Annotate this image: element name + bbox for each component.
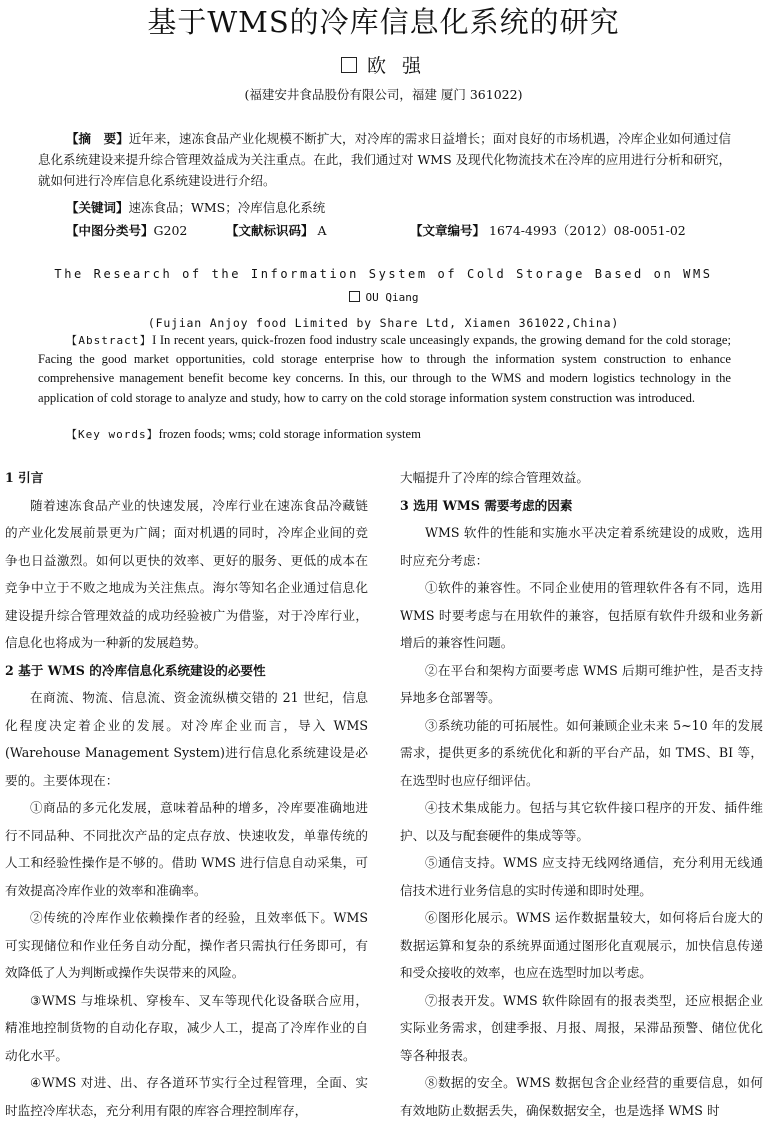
paragraph: 随着速冻食品产业的快速发展，冷库行业在速冻食品冷藏链的产业化发展前景更为广阔；面对机遇的同时，冷库企业间的竞争也日益激烈。如何以更快的效率、更好的服务、更低的成本在竞争中立于不败之地成为关注焦点。海尔等知名企业通过信息化建设提升综合管理效益的成功经验被广为借鉴，对于冷库行业，信息化也将成为一种新的发展趋势。 <box>5 497 368 650</box>
paragraph: ③WMS 与堆垛机、穿梭车、叉车等现代化设备联合应用，精准地控制货物的自动化存取，减少人工，提高了冷库作业的自动化水平。 <box>5 992 368 1063</box>
abstract-en-label: 【Abstract】 <box>66 334 153 347</box>
affiliation: (福建安井食品股份有限公司，福建 厦门 361022) <box>244 87 523 102</box>
paragraph: ④技术集成能力。包括与其它软件接口程序的开发、插件维护、以及与配套硬件的集成等等。 <box>400 800 763 843</box>
section-heading-1: 1 引言 <box>5 470 44 485</box>
doc-value: A <box>317 223 327 238</box>
keywords-en <box>66 425 421 444</box>
paragraph: ⑤通信支持。WMS 应支持无线网络通信，充分利用无线通信技术进行业务信息的实时传递和即时处理。 <box>400 855 763 898</box>
english-affiliation: (Fujian Anjoy food Limited by Share Ltd, Xiamen 361022,China) <box>147 316 620 330</box>
abstract-cn-label: 【摘 要】 <box>66 131 129 146</box>
paragraph: ②在平台和架构方面要考虑 WMS 后期可维护性，是否支持异地多仓部署等。 <box>400 662 763 705</box>
paragraph: ③系统功能的可拓展性。如何兼顾企业未来 5~10 年的发展需求，提供更多的系统优化和新的平台产品，如 TMS、BI 等，在选型时也应仔细评估。 <box>400 717 763 788</box>
english-author: OU Qiang <box>365 291 419 304</box>
paragraph: ①商品的多元化发展，意味着品种的增多，冷库要准确地进行不同品种、不同批次产品的定点存放、快速收发，单靠传统的人工和经验性操作是不够的。借助 WMS 进行信息自动采集，可有效提高冷库作业的效率和准确率。 <box>5 800 368 898</box>
abstract-en <box>38 331 731 408</box>
clc-value: G202 <box>153 223 188 238</box>
clc-label: 【中图分类号】 <box>66 223 154 238</box>
section-heading-3: 3 选用 WMS 需要考虑的因素 <box>400 497 573 513</box>
paragraph: ⑥图形化展示。WMS 运作数据量较大，如何将后台庞大的数据运算和复杂的系统界面通过图形化直观展示，加快信息传递和受众接收的效率，也应在选型时加以考虑。 <box>400 910 763 980</box>
keywords-cn-text: 速冻食品；WMS；冷库信息化系统 <box>128 200 326 215</box>
english-author-line <box>0 290 767 306</box>
paragraph: 大幅提升了冷库的综合管理效益。 <box>400 470 589 485</box>
keywords-cn-label: 【关键词】 <box>66 200 129 215</box>
paragraph: ⑧数据的安全。WMS 数据包含企业经营的重要信息，如何有效地防止数据丢失，确保数据安全，也是选择 WMS 时 <box>400 1075 763 1118</box>
keywords-en-text: frozen foods; wms; cold storage information system <box>158 427 421 441</box>
doc-label: 【文献标识码】 <box>226 223 314 238</box>
clc-number <box>66 221 187 241</box>
article-value: 1674-4993（2012）08-0051-02 <box>489 223 686 238</box>
abstract-cn-text: 近年来，速冻食品产业化规模不断扩大，对冷库的需求日益增长；面对良好的市场机遇，冷库企业如何通过信息化系统建设来提升综合管理效益成为关注重点。在此，我们通过对 WMS 及现代化物流技术在冷库的应用进行分析和研究，就如何进行冷库信息化系统建设进行介绍。 <box>38 131 731 188</box>
article-label: 【文章编号】 <box>410 223 486 238</box>
right-column <box>400 464 763 1124</box>
section-heading-2: 2 基于 WMS 的冷库信息化系统建设的必要性 <box>5 662 266 678</box>
paragraph: WMS 软件的性能和实施水平决定着系统建设的成败，选用时应充分考虑： <box>400 525 763 568</box>
square-bullet-icon <box>349 291 360 302</box>
paragraph: 在商流、物流、信息流、资金流纵横交错的 21 世纪，信息化程度决定着企业的发展。对冷库企业而言，导入 WMS (Warehouse Management System)进行信息化系统建设是必要的。主要体现在： <box>5 690 368 788</box>
paragraph: ①软件的兼容性。不同企业使用的管理软件各有不同，选用 WMS 时要考虑与在用软件的兼容，包括原有软件升级和业务新增后的兼容性问题。 <box>400 580 763 650</box>
doc-code <box>226 221 327 241</box>
paragraph: ⑦报表开发。WMS 软件除固有的报表类型，还应根据企业实际业务需求，创建季报、月报、周报，呆滞品预警、储位优化等各种报表。 <box>400 992 763 1063</box>
keywords-cn <box>66 198 325 218</box>
keywords-en-label: 【Key words】 <box>66 428 159 441</box>
square-bullet-icon <box>341 57 357 73</box>
author-line <box>0 54 767 78</box>
english-title: The Research of the Information System of Cold Storage Based on WMS <box>54 267 713 281</box>
left-column <box>5 464 368 1124</box>
paragraph: ④WMS 对进、出、存各道环节实行全过程管理，全面、实时监控冷库状态，充分利用有限的库容合理控制库存， <box>5 1075 368 1118</box>
abstract-cn <box>38 128 731 191</box>
article-number <box>410 221 686 241</box>
paper-title: 基于WMS的冷库信息化系统的研究 <box>147 5 620 39</box>
abstract-en-text: I In recent years, quick-frozen food industry scale unceasingly expands, the growing demand for the cold storage; Facing the good market opportunities, cold storage enterprise how to through the information system construction to enhance comprehensive management benefit become key concerns. In this, our through to the WMS and modern logistics technology in the application of cold storage to analyze and study, how to carry on the cold storage information system construction was introduced. <box>38 333 731 405</box>
paragraph: ②传统的冷库作业依赖操作者的经验，且效率低下。WMS 可实现储位和作业任务自动分配，操作者只需执行任务即可，有效降低了人为判断或操作失误带来的风险。 <box>5 910 368 980</box>
author-name: 欧 强 <box>366 55 427 77</box>
